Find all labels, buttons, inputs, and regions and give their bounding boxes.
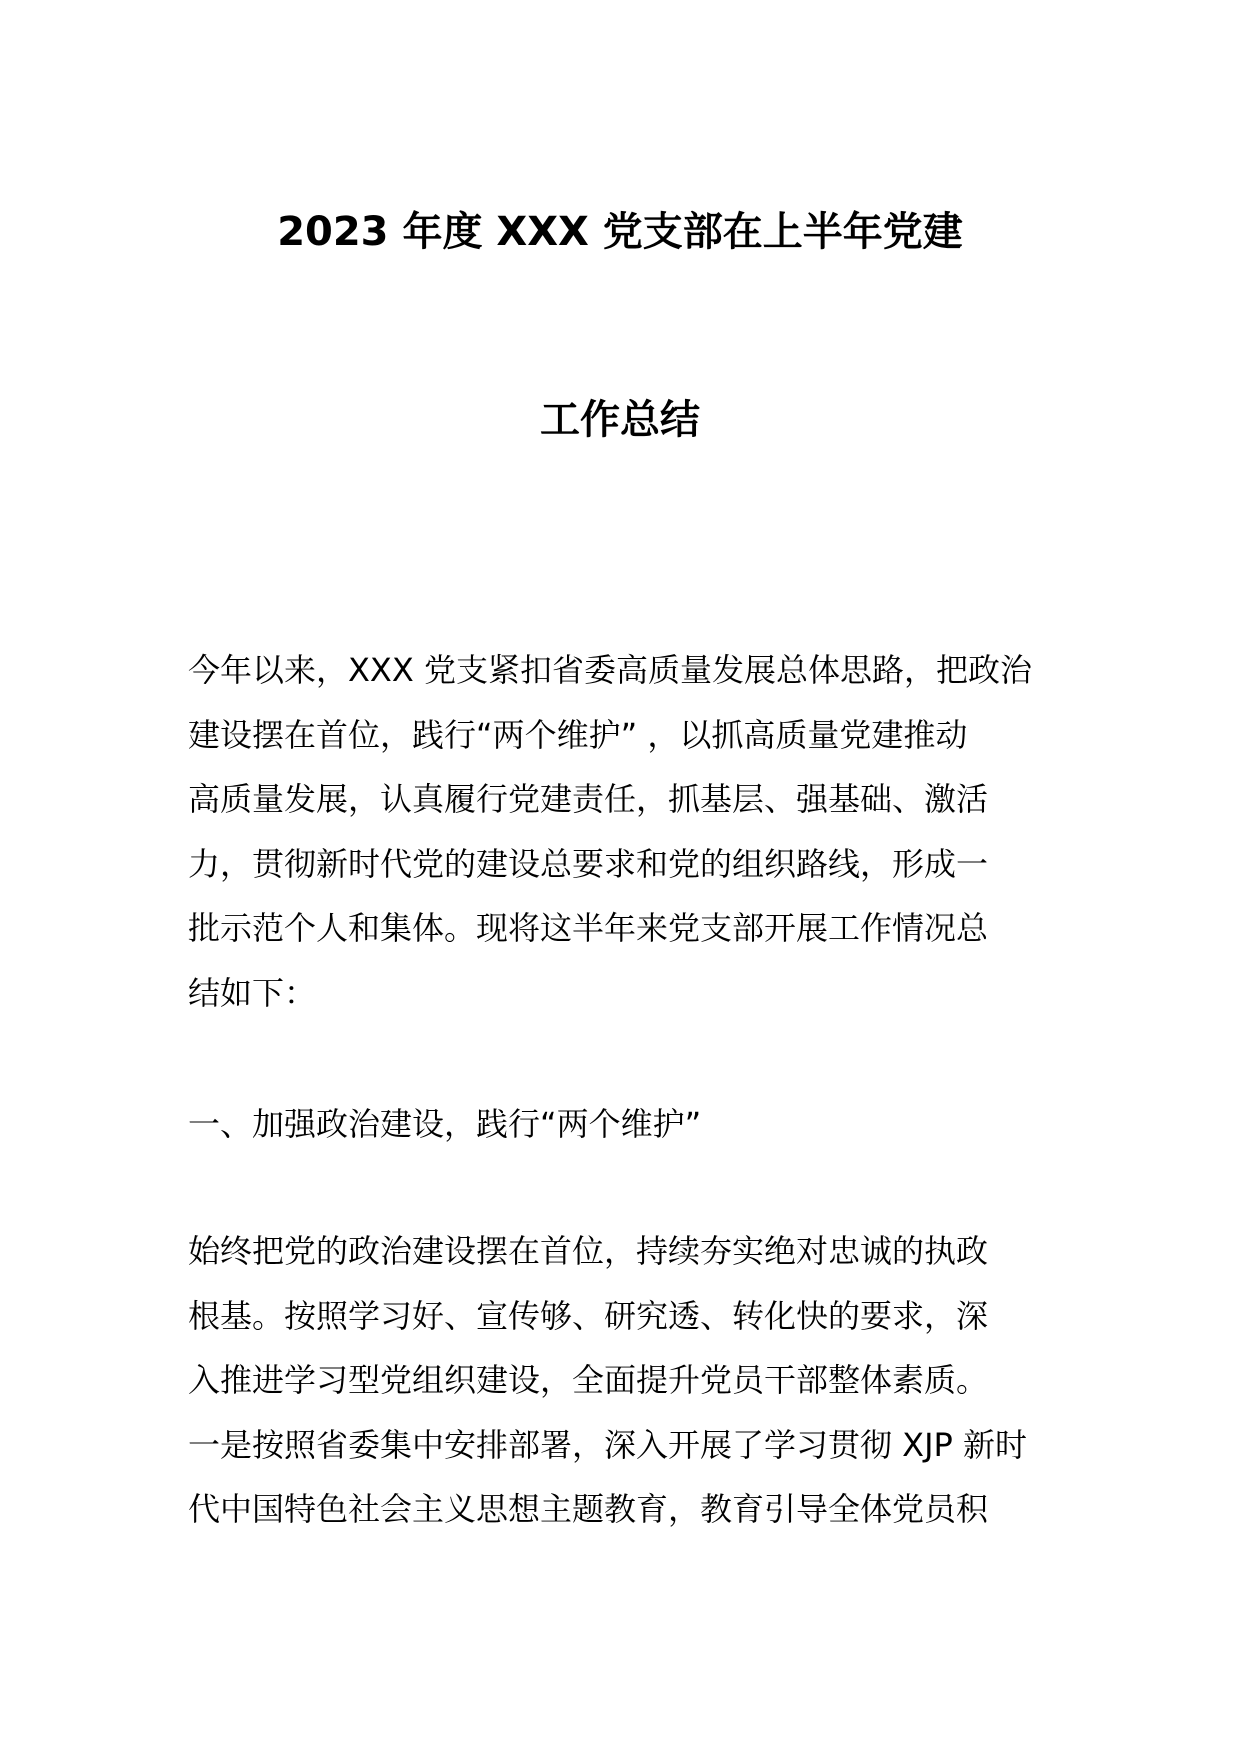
section-1-line: 一是按照省委集中安排部署，深入开展了学习贯彻 XJP 新时 <box>188 1425 1028 1464</box>
intro-line: 力，贯彻新时代党的建设总要求和党的组织路线，形成一 <box>188 844 989 883</box>
section-1-line: 始终把党的政治建设摆在首位，持续夯实绝对忠诚的执政 <box>188 1232 989 1270</box>
section-1-line: 入推进学习型党组织建设，全面提升党员干部整体素质。 <box>188 1361 989 1399</box>
section-1-paragraph <box>188 1219 1058 1542</box>
intro-line: 高质量发展，认真履行党建责任，抓基层、强基础、激活 <box>188 780 989 818</box>
intro-line: 建设摆在首位，践行“两个维护” ，以抓高质量党建推动 <box>188 715 968 754</box>
intro-line: 今年以来，XXX 党支紧扣省委高质量发展总体思路，把政治 <box>188 651 1032 689</box>
intro-paragraph <box>188 638 1058 1025</box>
section-1-line: 代中国特色社会主义思想主题教育，教育引导全体党员积 <box>188 1490 989 1528</box>
intro-line: 批示范个人和集体。现将这半年来党支部开展工作情况总 <box>188 909 989 947</box>
section-1-heading <box>188 1092 1058 1157</box>
document-title-line-2: 工作总结 <box>540 397 700 443</box>
section-heading-text: 一、加强政治建设，践行“两个维护” <box>188 1105 702 1143</box>
intro-line: 结如下： <box>188 973 317 1012</box>
section-1-line: 根基。按照学习好、宣传够、研究透、转化快的要求，深 <box>188 1296 989 1335</box>
document-title-line-1: 2023 年度 XXX 党支部在上半年党建 <box>277 209 963 255</box>
